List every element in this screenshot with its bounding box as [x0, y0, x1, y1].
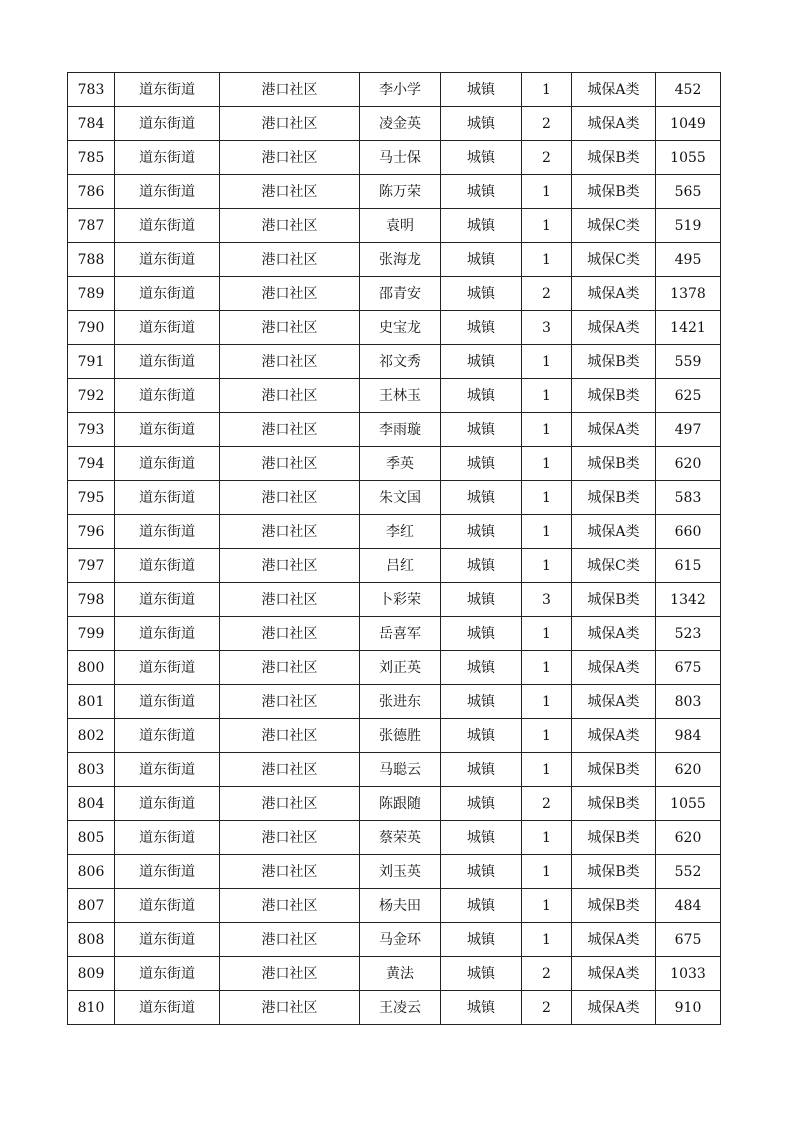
amount-cell: 1055 — [656, 141, 721, 175]
table-row — [68, 651, 721, 685]
household-size-cell: 1 — [522, 549, 572, 583]
name-cell: 陈万荣 — [360, 175, 441, 209]
community-cell: 港口社区 — [220, 753, 360, 787]
row-number-cell: 783 — [68, 73, 115, 107]
household-type-cell: 城镇 — [441, 923, 522, 957]
name-cell: 刘正英 — [360, 651, 441, 685]
community-cell: 港口社区 — [220, 651, 360, 685]
household-size-cell: 2 — [522, 957, 572, 991]
community-cell: 港口社区 — [220, 617, 360, 651]
row-number-cell: 784 — [68, 107, 115, 141]
household-size-cell: 1 — [522, 175, 572, 209]
row-number-cell: 795 — [68, 481, 115, 515]
row-number-cell: 809 — [68, 957, 115, 991]
table-row — [68, 73, 721, 107]
category-cell: 城保C类 — [572, 209, 656, 243]
subdistrict-cell: 道东街道 — [115, 685, 220, 719]
amount-cell: 620 — [656, 821, 721, 855]
row-number-cell: 788 — [68, 243, 115, 277]
category-cell: 城保B类 — [572, 889, 656, 923]
row-number-cell: 802 — [68, 719, 115, 753]
category-cell: 城保A类 — [572, 685, 656, 719]
table-row — [68, 957, 721, 991]
household-size-cell: 1 — [522, 73, 572, 107]
community-cell: 港口社区 — [220, 345, 360, 379]
category-cell: 城保B类 — [572, 481, 656, 515]
household-size-cell: 3 — [522, 583, 572, 617]
name-cell: 祁文秀 — [360, 345, 441, 379]
category-cell: 城保B类 — [572, 141, 656, 175]
community-cell: 港口社区 — [220, 379, 360, 413]
amount-cell: 1342 — [656, 583, 721, 617]
table-row — [68, 617, 721, 651]
subdistrict-cell: 道东街道 — [115, 379, 220, 413]
row-number-cell: 810 — [68, 991, 115, 1025]
household-type-cell: 城镇 — [441, 141, 522, 175]
category-cell: 城保A类 — [572, 923, 656, 957]
household-type-cell: 城镇 — [441, 447, 522, 481]
household-type-cell: 城镇 — [441, 685, 522, 719]
household-type-cell: 城镇 — [441, 243, 522, 277]
name-cell: 季英 — [360, 447, 441, 481]
community-cell: 港口社区 — [220, 73, 360, 107]
name-cell: 史宝龙 — [360, 311, 441, 345]
household-type-cell: 城镇 — [441, 311, 522, 345]
name-cell: 李雨璇 — [360, 413, 441, 447]
amount-cell: 620 — [656, 447, 721, 481]
name-cell: 朱文国 — [360, 481, 441, 515]
household-size-cell: 1 — [522, 923, 572, 957]
name-cell: 马金环 — [360, 923, 441, 957]
name-cell: 马聪云 — [360, 753, 441, 787]
name-cell: 张德胜 — [360, 719, 441, 753]
row-number-cell: 803 — [68, 753, 115, 787]
community-cell: 港口社区 — [220, 311, 360, 345]
table-row — [68, 515, 721, 549]
category-cell: 城保B类 — [572, 821, 656, 855]
community-cell: 港口社区 — [220, 515, 360, 549]
table-row — [68, 141, 721, 175]
household-size-cell: 1 — [522, 889, 572, 923]
community-cell: 港口社区 — [220, 957, 360, 991]
amount-cell: 1055 — [656, 787, 721, 821]
amount-cell: 660 — [656, 515, 721, 549]
household-size-cell: 1 — [522, 209, 572, 243]
household-size-cell: 2 — [522, 107, 572, 141]
name-cell: 袁明 — [360, 209, 441, 243]
household-type-cell: 城镇 — [441, 991, 522, 1025]
category-cell: 城保B类 — [572, 379, 656, 413]
category-cell: 城保A类 — [572, 991, 656, 1025]
amount-cell: 675 — [656, 651, 721, 685]
community-cell: 港口社区 — [220, 243, 360, 277]
table-row — [68, 413, 721, 447]
amount-cell: 583 — [656, 481, 721, 515]
category-cell: 城保C类 — [572, 549, 656, 583]
subdistrict-cell: 道东街道 — [115, 787, 220, 821]
subdistrict-cell: 道东街道 — [115, 243, 220, 277]
table-row — [68, 889, 721, 923]
category-cell: 城保A类 — [572, 719, 656, 753]
table-row — [68, 719, 721, 753]
table-row — [68, 787, 721, 821]
subdistrict-cell: 道东街道 — [115, 855, 220, 889]
community-cell: 港口社区 — [220, 719, 360, 753]
subdistrict-cell: 道东街道 — [115, 311, 220, 345]
category-cell: 城保A类 — [572, 107, 656, 141]
amount-cell: 484 — [656, 889, 721, 923]
category-cell: 城保B类 — [572, 447, 656, 481]
community-cell: 港口社区 — [220, 175, 360, 209]
category-cell: 城保A类 — [572, 515, 656, 549]
beneficiary-table — [67, 72, 721, 1025]
table-row — [68, 345, 721, 379]
community-cell: 港口社区 — [220, 787, 360, 821]
table-row — [68, 923, 721, 957]
community-cell: 港口社区 — [220, 107, 360, 141]
subdistrict-cell: 道东街道 — [115, 889, 220, 923]
community-cell: 港口社区 — [220, 855, 360, 889]
row-number-cell: 787 — [68, 209, 115, 243]
household-type-cell: 城镇 — [441, 73, 522, 107]
community-cell: 港口社区 — [220, 549, 360, 583]
category-cell: 城保B类 — [572, 753, 656, 787]
name-cell: 张海龙 — [360, 243, 441, 277]
subdistrict-cell: 道东街道 — [115, 413, 220, 447]
table-row — [68, 107, 721, 141]
household-size-cell: 1 — [522, 447, 572, 481]
household-size-cell: 2 — [522, 141, 572, 175]
table-row — [68, 243, 721, 277]
subdistrict-cell: 道东街道 — [115, 277, 220, 311]
table-row — [68, 753, 721, 787]
name-cell: 黄法 — [360, 957, 441, 991]
household-type-cell: 城镇 — [441, 549, 522, 583]
household-type-cell: 城镇 — [441, 787, 522, 821]
amount-cell: 497 — [656, 413, 721, 447]
household-size-cell: 1 — [522, 855, 572, 889]
subdistrict-cell: 道东街道 — [115, 617, 220, 651]
row-number-cell: 801 — [68, 685, 115, 719]
household-type-cell: 城镇 — [441, 379, 522, 413]
subdistrict-cell: 道东街道 — [115, 141, 220, 175]
row-number-cell: 785 — [68, 141, 115, 175]
table-row — [68, 821, 721, 855]
household-type-cell: 城镇 — [441, 719, 522, 753]
table-row — [68, 209, 721, 243]
category-cell: 城保A类 — [572, 413, 656, 447]
table-row — [68, 583, 721, 617]
community-cell: 港口社区 — [220, 821, 360, 855]
amount-cell: 552 — [656, 855, 721, 889]
household-type-cell: 城镇 — [441, 175, 522, 209]
amount-cell: 1378 — [656, 277, 721, 311]
household-type-cell: 城镇 — [441, 651, 522, 685]
community-cell: 港口社区 — [220, 685, 360, 719]
category-cell: 城保B类 — [572, 175, 656, 209]
subdistrict-cell: 道东街道 — [115, 73, 220, 107]
category-cell: 城保A类 — [572, 73, 656, 107]
household-size-cell: 1 — [522, 719, 572, 753]
row-number-cell: 800 — [68, 651, 115, 685]
subdistrict-cell: 道东街道 — [115, 515, 220, 549]
row-number-cell: 790 — [68, 311, 115, 345]
subdistrict-cell: 道东街道 — [115, 991, 220, 1025]
row-number-cell: 796 — [68, 515, 115, 549]
household-size-cell: 2 — [522, 991, 572, 1025]
household-size-cell: 1 — [522, 413, 572, 447]
household-size-cell: 1 — [522, 243, 572, 277]
household-size-cell: 1 — [522, 753, 572, 787]
row-number-cell: 791 — [68, 345, 115, 379]
name-cell: 刘玉英 — [360, 855, 441, 889]
name-cell: 马士保 — [360, 141, 441, 175]
row-number-cell: 792 — [68, 379, 115, 413]
category-cell: 城保A类 — [572, 277, 656, 311]
household-type-cell: 城镇 — [441, 345, 522, 379]
name-cell: 吕红 — [360, 549, 441, 583]
amount-cell: 910 — [656, 991, 721, 1025]
household-size-cell: 1 — [522, 345, 572, 379]
amount-cell: 1421 — [656, 311, 721, 345]
name-cell: 王林玉 — [360, 379, 441, 413]
row-number-cell: 808 — [68, 923, 115, 957]
subdistrict-cell: 道东街道 — [115, 481, 220, 515]
amount-cell: 495 — [656, 243, 721, 277]
row-number-cell: 794 — [68, 447, 115, 481]
table-row — [68, 379, 721, 413]
name-cell: 杨夫田 — [360, 889, 441, 923]
household-type-cell: 城镇 — [441, 821, 522, 855]
household-type-cell: 城镇 — [441, 957, 522, 991]
table-row — [68, 277, 721, 311]
row-number-cell: 798 — [68, 583, 115, 617]
row-number-cell: 807 — [68, 889, 115, 923]
household-size-cell: 1 — [522, 515, 572, 549]
community-cell: 港口社区 — [220, 447, 360, 481]
amount-cell: 615 — [656, 549, 721, 583]
name-cell: 张进东 — [360, 685, 441, 719]
category-cell: 城保B类 — [572, 583, 656, 617]
community-cell: 港口社区 — [220, 583, 360, 617]
name-cell: 李小学 — [360, 73, 441, 107]
subdistrict-cell: 道东街道 — [115, 753, 220, 787]
name-cell: 岳喜军 — [360, 617, 441, 651]
household-type-cell: 城镇 — [441, 855, 522, 889]
name-cell: 凌金英 — [360, 107, 441, 141]
subdistrict-cell: 道东街道 — [115, 447, 220, 481]
community-cell: 港口社区 — [220, 141, 360, 175]
amount-cell: 803 — [656, 685, 721, 719]
amount-cell: 565 — [656, 175, 721, 209]
subdistrict-cell: 道东街道 — [115, 957, 220, 991]
subdistrict-cell: 道东街道 — [115, 583, 220, 617]
subdistrict-cell: 道东街道 — [115, 923, 220, 957]
table-row — [68, 549, 721, 583]
community-cell: 港口社区 — [220, 889, 360, 923]
subdistrict-cell: 道东街道 — [115, 175, 220, 209]
community-cell: 港口社区 — [220, 413, 360, 447]
category-cell: 城保C类 — [572, 243, 656, 277]
community-cell: 港口社区 — [220, 923, 360, 957]
table-row — [68, 685, 721, 719]
household-type-cell: 城镇 — [441, 277, 522, 311]
row-number-cell: 793 — [68, 413, 115, 447]
subdistrict-cell: 道东街道 — [115, 345, 220, 379]
household-type-cell: 城镇 — [441, 889, 522, 923]
table-row — [68, 447, 721, 481]
row-number-cell: 804 — [68, 787, 115, 821]
amount-cell: 523 — [656, 617, 721, 651]
table-body — [68, 73, 721, 1025]
subdistrict-cell: 道东街道 — [115, 821, 220, 855]
community-cell: 港口社区 — [220, 209, 360, 243]
category-cell: 城保A类 — [572, 957, 656, 991]
subdistrict-cell: 道东街道 — [115, 107, 220, 141]
household-type-cell: 城镇 — [441, 209, 522, 243]
table-row — [68, 481, 721, 515]
subdistrict-cell: 道东街道 — [115, 651, 220, 685]
household-size-cell: 2 — [522, 787, 572, 821]
name-cell: 卜彩荣 — [360, 583, 441, 617]
household-size-cell: 1 — [522, 481, 572, 515]
community-cell: 港口社区 — [220, 481, 360, 515]
name-cell: 陈跟随 — [360, 787, 441, 821]
amount-cell: 620 — [656, 753, 721, 787]
table-row — [68, 311, 721, 345]
household-type-cell: 城镇 — [441, 617, 522, 651]
household-size-cell: 2 — [522, 277, 572, 311]
household-type-cell: 城镇 — [441, 515, 522, 549]
amount-cell: 519 — [656, 209, 721, 243]
row-number-cell: 805 — [68, 821, 115, 855]
amount-cell: 452 — [656, 73, 721, 107]
subdistrict-cell: 道东街道 — [115, 549, 220, 583]
community-cell: 港口社区 — [220, 277, 360, 311]
household-type-cell: 城镇 — [441, 481, 522, 515]
name-cell: 蔡荣英 — [360, 821, 441, 855]
amount-cell: 984 — [656, 719, 721, 753]
community-cell: 港口社区 — [220, 991, 360, 1025]
household-type-cell: 城镇 — [441, 413, 522, 447]
household-size-cell: 1 — [522, 617, 572, 651]
subdistrict-cell: 道东街道 — [115, 209, 220, 243]
amount-cell: 1049 — [656, 107, 721, 141]
name-cell: 王凌云 — [360, 991, 441, 1025]
row-number-cell: 799 — [68, 617, 115, 651]
household-size-cell: 1 — [522, 821, 572, 855]
amount-cell: 1033 — [656, 957, 721, 991]
row-number-cell: 789 — [68, 277, 115, 311]
category-cell: 城保B类 — [572, 855, 656, 889]
name-cell: 李红 — [360, 515, 441, 549]
household-size-cell: 1 — [522, 379, 572, 413]
category-cell: 城保B类 — [572, 345, 656, 379]
household-size-cell: 1 — [522, 651, 572, 685]
table-row — [68, 991, 721, 1025]
household-size-cell: 3 — [522, 311, 572, 345]
row-number-cell: 797 — [68, 549, 115, 583]
household-type-cell: 城镇 — [441, 753, 522, 787]
table-row — [68, 175, 721, 209]
table-row — [68, 855, 721, 889]
row-number-cell: 806 — [68, 855, 115, 889]
amount-cell: 559 — [656, 345, 721, 379]
amount-cell: 675 — [656, 923, 721, 957]
category-cell: 城保A类 — [572, 651, 656, 685]
subdistrict-cell: 道东街道 — [115, 719, 220, 753]
category-cell: 城保A类 — [572, 311, 656, 345]
household-type-cell: 城镇 — [441, 107, 522, 141]
category-cell: 城保A类 — [572, 617, 656, 651]
household-type-cell: 城镇 — [441, 583, 522, 617]
name-cell: 邵青安 — [360, 277, 441, 311]
category-cell: 城保B类 — [572, 787, 656, 821]
amount-cell: 625 — [656, 379, 721, 413]
row-number-cell: 786 — [68, 175, 115, 209]
household-size-cell: 1 — [522, 685, 572, 719]
